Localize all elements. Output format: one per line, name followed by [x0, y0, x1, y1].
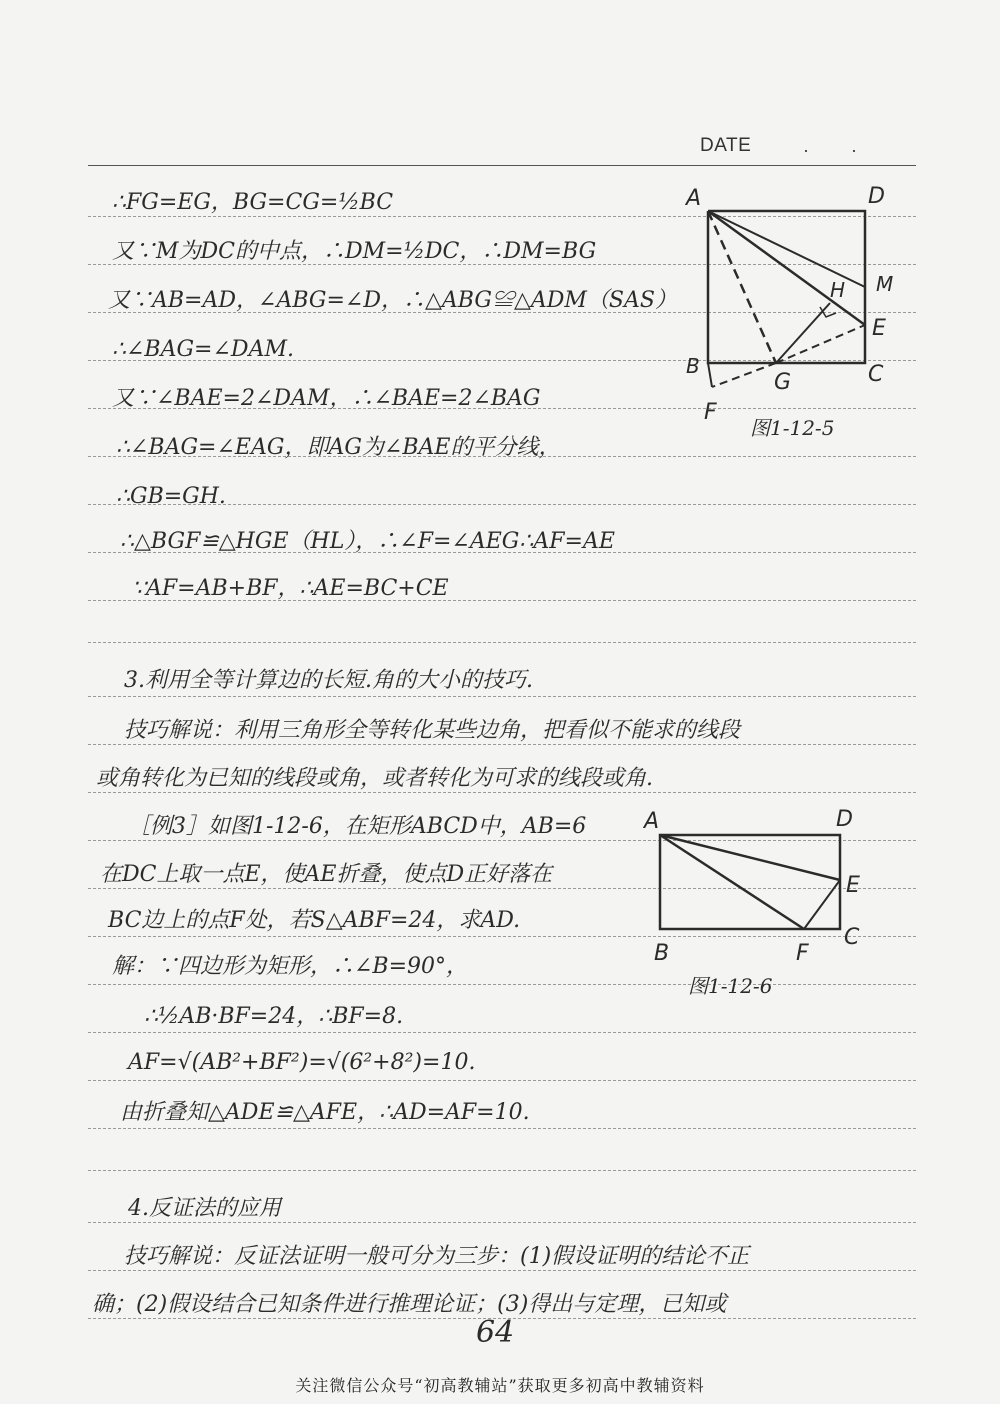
- proof-line: ∴△BGF≌△HGE（HL），∴∠F=∠AEG∴AF=AE: [120, 529, 615, 554]
- proof-line: 又∵AB=AD，∠ABG=∠D，∴△ABG≌△ADM（SAS）: [108, 288, 677, 313]
- point-label-m: M: [876, 272, 894, 296]
- section-heading: 4.反证法的应用: [128, 1196, 281, 1221]
- segment-bf: [708, 363, 712, 387]
- segment-ag: [708, 211, 776, 363]
- header-rule: [88, 165, 916, 166]
- point-label-d: D: [868, 184, 885, 209]
- solution-text: 由折叠知△ADE≌△AFE，∴AD=AF=10.: [120, 1100, 530, 1125]
- point-label-f: F: [796, 941, 809, 966]
- date-dot: ·: [803, 140, 809, 160]
- solution-text: AF=√(AB²+BF²)=√(6²+8²)=10.: [128, 1050, 476, 1075]
- tip-text: 技巧解说：利用三角形全等转化某些边角，把看似不能求的线段: [124, 718, 741, 743]
- tip-text: 或角转化为已知的线段或角，或者转化为可求的线段或角.: [96, 766, 653, 791]
- date-label: DATE: [700, 135, 752, 156]
- point-label-a: A: [686, 186, 702, 211]
- proof-line: 又∵∠BAE=2∠DAM，∴∠BAE=2∠BAG: [112, 386, 541, 411]
- segment-ae: [708, 211, 865, 325]
- example-text: 在DC上取一点E，使AE折叠，使点D正好落在: [100, 862, 553, 887]
- segment-gf: [712, 363, 776, 387]
- proof-line: ∴GB=GH.: [116, 484, 226, 509]
- figure-1-12-6: [640, 800, 880, 974]
- figure-1-12-5: [680, 175, 920, 439]
- solution-text: 解：∵四边形为矩形，∴∠B=90°，: [112, 954, 469, 979]
- segment-ae: [660, 835, 840, 880]
- segment-ge: [776, 325, 865, 363]
- proof-line: ∵AF=AB+BF，∴AE=BC+CE: [132, 576, 449, 601]
- point-label-e: E: [872, 316, 886, 341]
- point-label-f: F: [704, 400, 717, 425]
- point-label-c: C: [868, 362, 884, 387]
- section-heading: 3.利用全等计算边的长短.角的大小的技巧.: [124, 668, 533, 693]
- example-text: ［例3］如图1-12-6，在矩形ABCD中，AB=6: [128, 814, 587, 839]
- point-label-c: C: [844, 925, 860, 950]
- point-label-b: B: [654, 941, 670, 966]
- footer-note: 关注微信公众号“初高教辅站”获取更多初高中教辅资料: [295, 1376, 705, 1395]
- proof-line: ∴∠BAG=∠DAM.: [112, 337, 294, 362]
- date-dot: ·: [851, 140, 857, 160]
- rectangle-outline: [660, 835, 840, 929]
- proof-line: ∴FG=EG，BG=CG=½BC: [112, 190, 394, 215]
- figure-caption: 图1-12-5: [750, 416, 835, 440]
- proof-line: 又∵M为DC的中点，∴DM=½DC，∴DM=BG: [112, 239, 597, 264]
- segment-am: [708, 211, 865, 287]
- point-label-g: G: [774, 370, 792, 395]
- right-angle-mark: [820, 307, 836, 317]
- tip-text: 确；(2)假设结合已知条件进行推理论证；(3)得出与定理，已知或: [92, 1292, 727, 1317]
- point-label-a: A: [644, 809, 660, 834]
- proof-line: ∴∠BAG=∠EAG，即AG为∠BAE的平分线，: [116, 435, 561, 460]
- solution-text: ∴½AB·BF=24，∴BF=8.: [144, 1004, 404, 1029]
- segment-af: [660, 835, 804, 929]
- point-label-h: H: [830, 278, 846, 302]
- point-label-b: B: [686, 354, 700, 378]
- tip-text: 技巧解说：反证法证明一般可分为三步：(1)假设证明的结论不正: [124, 1244, 750, 1269]
- point-label-d: D: [836, 807, 853, 832]
- example-text: BC边上的点F处，若S△ABF=24，求AD.: [108, 908, 521, 933]
- page-number: 64: [476, 1315, 515, 1350]
- segment-fe: [804, 880, 840, 929]
- point-label-e: E: [846, 873, 860, 898]
- segment-gh: [776, 303, 830, 363]
- figure-caption: 图1-12-6: [688, 974, 773, 998]
